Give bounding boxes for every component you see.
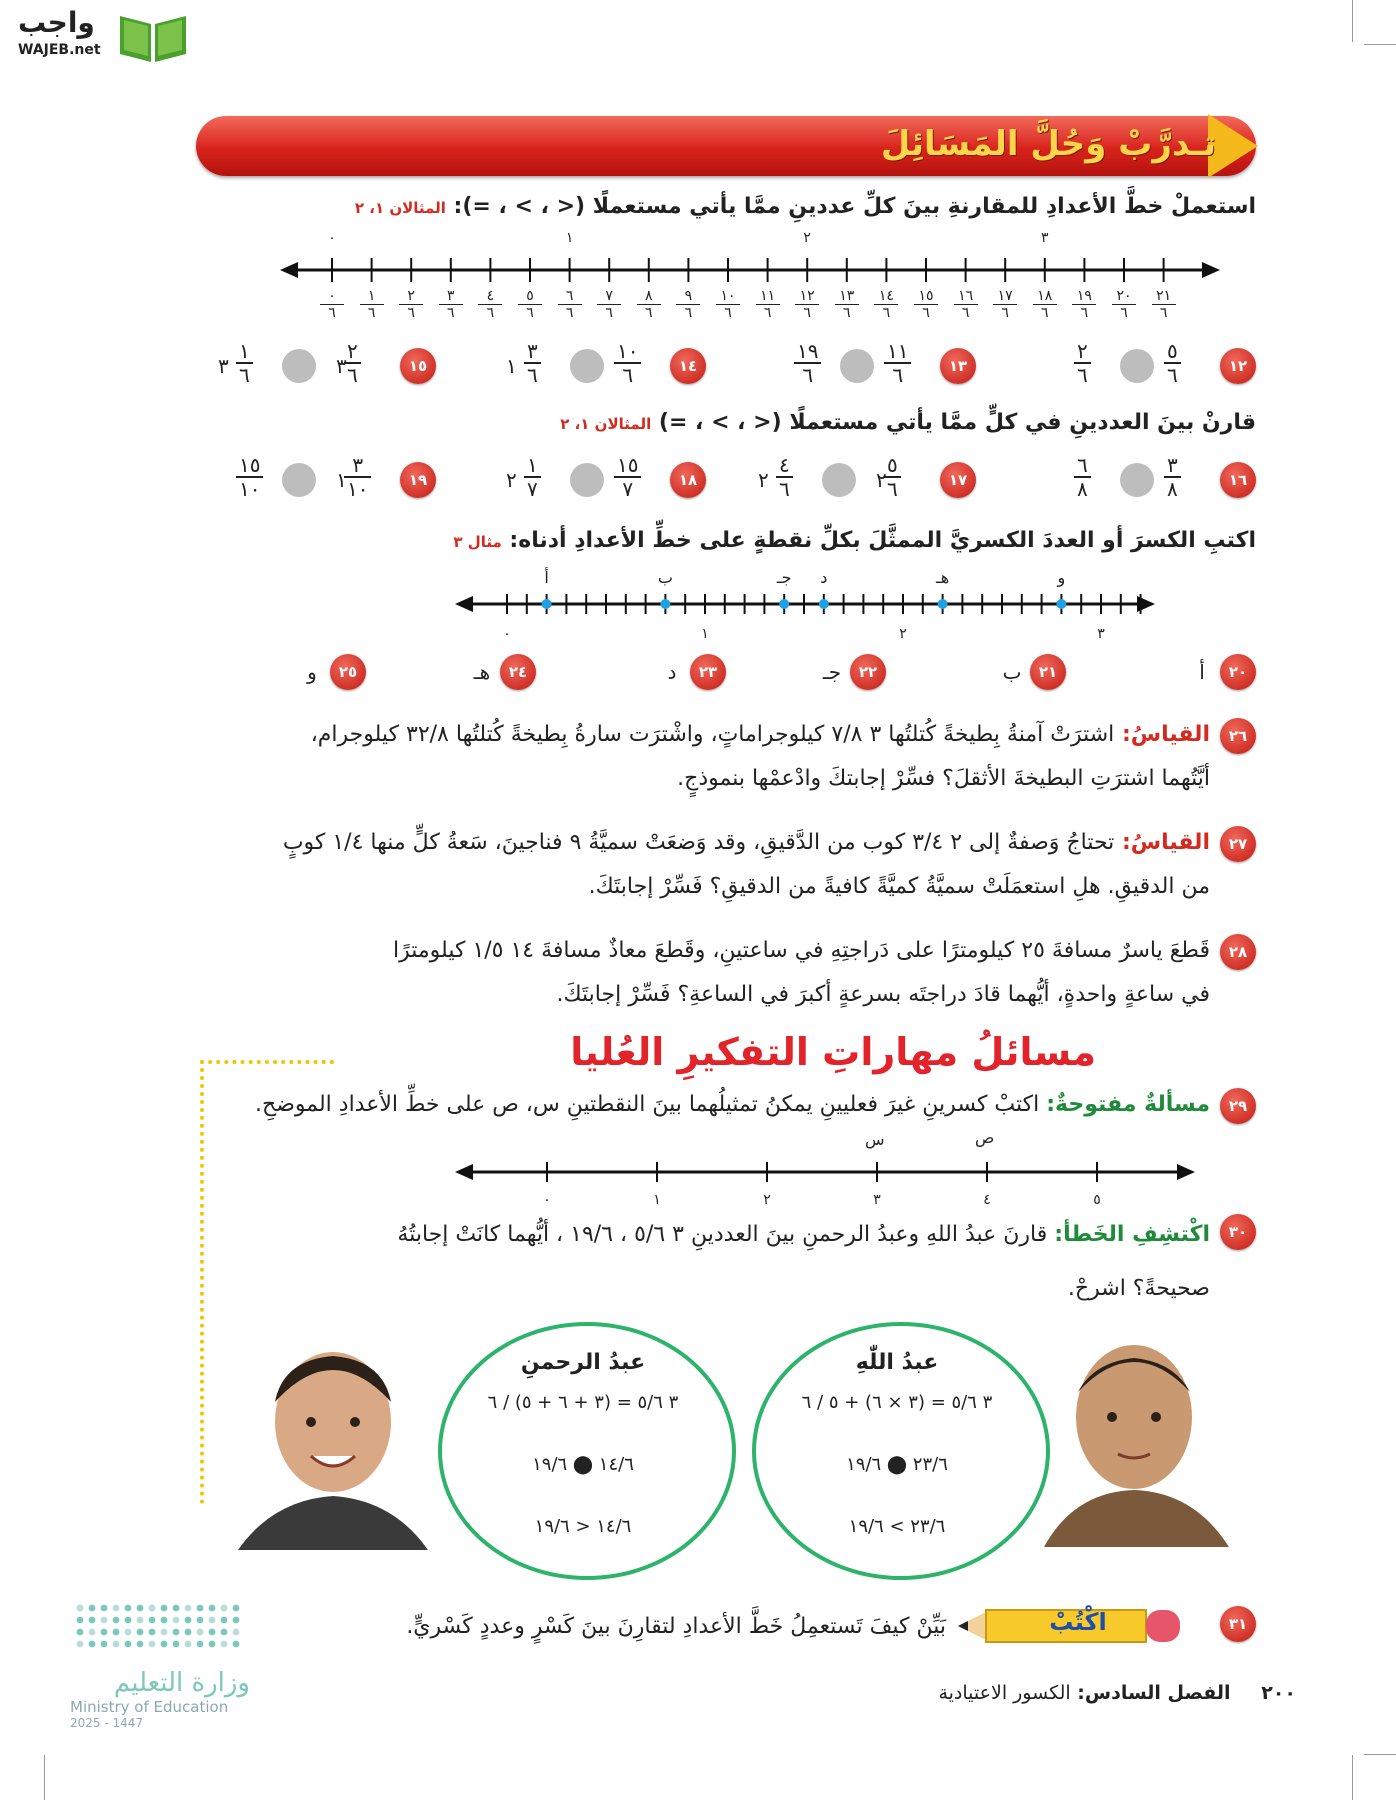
ministry-dot [233,1617,240,1624]
tick-numerator: ٢٠ [1116,288,1132,304]
ministry-dot [89,1605,96,1612]
row3-number-4: ٢٤ [500,654,536,690]
comparison-circle [282,349,316,383]
tick-fraction-label [676,288,700,321]
row3-label-5: و [307,660,317,684]
row3-number-1: ٢١ [1030,654,1066,690]
section2-ref: المثالان ١، ٢ [560,415,652,433]
ministry-dot [221,1641,228,1648]
brand-logo [8,6,188,66]
tick-denominator: ٦ [803,305,811,321]
brand-name-ar: واجب [18,6,95,39]
denominator: ٦ [527,363,538,387]
tick-denominator: ٦ [684,305,693,321]
word-problem-line1-2 [393,930,1210,972]
bubble-abdulrahman-name: عبدُ الرحمنِ [520,1350,646,1375]
avatar-abdullah [1034,1322,1234,1547]
ministry-dot [113,1641,120,1648]
ministry-dot [221,1617,228,1624]
bubble-abdulrahman-comparison: ١٤/٦ ⬤ ١٩/٦ [532,1454,634,1475]
ministry-dot [233,1641,240,1648]
right-whole: ٢ [506,468,517,492]
left-fraction [614,454,641,500]
ministry-dot [221,1629,228,1636]
tick-denominator: ٦ [486,305,495,321]
tick-numerator: ٧ [605,288,613,304]
tick-denominator: ٦ [724,305,732,321]
left-fraction [344,454,371,500]
tick-denominator: ٦ [922,305,930,321]
ministry-name-ar: وزارة التعليم [113,1668,250,1698]
denominator: ٦ [887,477,898,501]
denominator: ٦ [892,363,904,387]
axis-label: ٢ [899,626,907,642]
denominator: ٦ [1077,363,1088,387]
numerator: ٣ [527,339,538,363]
ministry-dot [137,1617,144,1624]
section1-ref: المثالان ١، ٢ [354,199,446,217]
ministry-dot [173,1641,180,1648]
ministry-dot [113,1605,120,1612]
tick-numerator: ١١ [760,288,776,304]
left-whole: ٢ [876,468,887,492]
tick-denominator: ٦ [1159,305,1168,321]
axis-arrow-left-icon [455,596,473,612]
major-tick-label: ٠ [328,230,336,246]
tick-fraction-label [558,288,582,321]
tick-numerator: ٦ [565,288,574,304]
axis-label: ٤ [983,1192,991,1208]
ministry-dot [161,1617,168,1624]
ministry-dot [125,1629,132,1636]
brand-name-en: WAJEB.net [18,42,101,58]
problem-30-text: قارنَ عبدُ اللهِ وعبدُ الرحمنِ بينَ العددينِ ٣ ٥/٦ ، ١٩/٦ ، أيُّهما كانَتْ إجابتُهُ [397,1222,1048,1247]
ministry-dot [197,1605,204,1612]
right-fraction [236,340,253,386]
word-problem-term: القياسُ: [1114,722,1210,747]
ministry-dot [77,1641,84,1648]
tick-fraction-label [1152,288,1176,321]
ministry-dot [185,1605,192,1612]
ministry-dot [125,1641,132,1648]
point-marker [542,599,552,609]
problem-30-line1 [397,1214,1210,1256]
tick-numerator: ١٩ [1076,288,1092,304]
bubble-abdullah-name: عبدُ اللّٰهِ [855,1350,939,1375]
row1-number-1: ١٣ [940,348,976,384]
row3-number-0: ٢٠ [1220,654,1256,690]
section3-instruction-text: اكتبِ الكسرَ أو العددَ الكسريَّ الممثَّلَ بكلِّ نقطةٍ على خطِّ الأعدادِ أدناه: [509,528,1256,553]
tick-numerator: ١ [367,288,376,304]
banner-title: تـدرَّبْ وَحُلَّ المَسَائِلَ [880,124,1216,164]
right-whole: ٣ [218,354,229,378]
tick-denominator: ٦ [1041,305,1049,321]
comparison-circle [1120,349,1154,383]
comparison-circle [282,463,316,497]
section2-instruction [560,410,1256,435]
numerator: ٣ [1167,453,1178,477]
numerator: ٥ [887,453,898,477]
problem-29-term: مسألةٌ مفتوحةٌ: [1046,1092,1210,1117]
axis-arrow-left-icon [280,262,298,278]
right-fraction [524,340,541,386]
tick-denominator: ٦ [1001,305,1009,321]
row3-label-4: هـ [473,660,491,684]
word-problem-line2-1: من الدقيقِ. هلِ استعمَلَتْ سميَّةُ كميَّةً كافيةً من الدقيقِ؟ فَسِّرْ إجابتَكَ. [588,874,1210,899]
numerator: ١ [527,453,538,477]
ministry-dot [101,1629,108,1636]
word-problem-line1-1 [283,822,1210,864]
book-logo-icon [118,6,188,64]
tick-fraction-label [597,288,621,321]
tick-denominator: ٦ [328,305,336,321]
row3-label-2: جـ [822,660,842,684]
axis-label: ٥ [1093,1192,1101,1208]
right-whole: ١ [506,354,517,378]
tick-numerator: ٩ [684,288,693,304]
problem-number-31: ٣١ [1220,1606,1256,1642]
tick-fraction-label [756,288,780,321]
ministry-dot [89,1629,96,1636]
denominator: ٦ [1167,363,1178,387]
word-problem-number-2: ٢٨ [1220,934,1256,970]
row2-number-2: ١٨ [670,462,706,498]
right-fraction [776,454,793,500]
tick-denominator: ٦ [882,305,891,321]
tick-denominator: ٦ [763,305,772,321]
tick-denominator: ٦ [605,305,613,321]
tick-fraction-label [993,288,1017,321]
numerator: ١٩ [797,339,819,363]
ministry-dot [149,1605,156,1612]
comparison-circle [822,463,856,497]
hots-title: مسائلُ مهاراتِ التفكيرِ العُليا [570,1030,1096,1074]
tick-fraction-label [835,288,859,321]
denominator: ٧ [527,477,538,501]
row3-label-1: ب [1002,660,1022,684]
ministry-dot [77,1617,84,1624]
point-label-2: جـ [776,568,792,587]
ministry-dot [137,1605,144,1612]
tick-numerator: ٨ [645,288,653,304]
tick-numerator: ٤ [486,288,495,304]
section3-ref: مثال ٣ [453,533,502,551]
denominator: ١٠ [239,477,261,501]
denominator: ٨ [1077,477,1088,501]
axis-arrow-right-icon [1202,262,1220,278]
tick-fraction-label [399,288,423,321]
bubble-abdullah-result: ٢٣/٦ > ١٩/٦ [848,1516,946,1537]
left-fraction [1164,454,1181,500]
problem-number-30: ٣٠ [1220,1214,1256,1250]
write-badge-label: اكْتُبْ [1049,1608,1107,1636]
axis-label: ٢ [763,1192,771,1208]
ministry-dot [101,1605,108,1612]
left-fraction [1164,340,1181,386]
ministry-dot [197,1629,204,1636]
numerator: ٥ [1167,339,1178,363]
right-fraction [1074,340,1091,386]
ministry-dot [77,1605,84,1612]
ministry-dot [173,1617,180,1624]
point-label-p: ص [975,1128,995,1147]
word-problem-line2-0: أيَّتُهما اشترَتِ البطيخةَ الأثقلَ؟ فسِّرْ إجابتكَ وادْعمْها بنموذجٍ. [677,766,1210,791]
point-label-s: س [865,1130,885,1149]
ministry-dot [161,1605,168,1612]
denominator: ٧ [622,477,634,501]
ministry-dot [233,1629,240,1636]
bubble-abdullah-comparison: ٢٣/٦ ⬤ ١٩/٦ [846,1454,948,1475]
denominator: ٦ [802,363,814,387]
tick-fraction-label [716,288,740,321]
ministry-dot [89,1617,96,1624]
ministry-dot [89,1641,96,1648]
numerator: ١١ [887,339,909,363]
axis-label: ١ [653,1192,661,1208]
ministry-dot [101,1641,108,1648]
tick-denominator: ٦ [367,305,376,321]
tick-denominator: ٦ [447,305,455,321]
tick-fraction-label [795,288,819,321]
axis-arrow-right-icon [1177,1164,1195,1180]
ministry-dot [77,1629,84,1636]
tick-numerator: ١٢ [799,288,815,304]
major-tick-label: ٣ [1041,230,1049,246]
ministry-dot [113,1617,120,1624]
ministry-dot [161,1641,168,1648]
ministry-dot [209,1629,216,1636]
denominator: ٦ [622,363,634,387]
tick-denominator: ٦ [1120,305,1128,321]
point-marker [660,599,670,609]
major-tick-label: ٢ [803,230,811,246]
ministry-dot [209,1605,216,1612]
section1-instruction-text: استعملْ خطَّ الأعدادِ للمقارنةِ بينَ كلِّ عددينِ ممَّا يأتي مستعملًا (< ، > ، =): [453,194,1256,219]
ministry-dot [185,1641,192,1648]
problem-number-29: ٢٩ [1220,1088,1256,1124]
tick-numerator: ١٥ [918,288,934,304]
point-label-5: و [1057,568,1066,587]
right-fraction [524,454,541,500]
section2-instruction-text: قارنْ بينَ العددينِ في كلٍّ ممَّا يأتي مستعملًا (< ، > ، =) [658,410,1256,435]
point-marker [1056,599,1066,609]
row1-number-0: ١٢ [1220,348,1256,384]
word-problem-line1-0 [311,714,1210,756]
denominator: ٨ [1167,477,1178,501]
tick-numerator: ١٨ [1037,288,1053,304]
numerator: ٦ [1077,453,1088,477]
tick-fraction-label [1033,288,1057,321]
word-problem-text: اشترَتْ آمنةُ بِطيخةً كُتلتُها ٣ ٧/٨ كيلوجراماتٍ، واشْترَت سارةُ بِطيخةً كُتلتُها ٣٢/٨ كيلوجرام، [310,722,1115,747]
ministry-name-en: Ministry of Education [70,1698,229,1716]
word-problem-number-0: ٢٦ [1220,718,1256,754]
tick-numerator: ١٦ [958,288,974,304]
ministry-dot [209,1617,216,1624]
axis-label: ٠ [543,1192,551,1208]
tick-numerator: ٥ [526,288,534,304]
bubble-abdulrahman-result: ١٤/٦ < ١٩/٦ [534,1516,632,1537]
problem-31-text: بَيِّنْ كيفَ تَستعمِلُ خَطَّ الأعدادِ لتقارِنَ بينَ كَسْرٍ وعددٍ كَسْريٍّ. [406,1614,946,1639]
tick-numerator: ٢١ [1156,288,1172,304]
ministry-dot [149,1629,156,1636]
numerator: ١ [239,339,250,363]
major-tick-label: ١ [565,230,574,246]
row2-number-0: ١٦ [1220,462,1256,498]
ministry-dot [173,1629,180,1636]
row3-number-5: ٢٥ [330,654,366,690]
tick-denominator: ٦ [526,305,534,321]
tick-fraction-label [478,288,502,321]
number-line-points [455,570,1155,650]
comparison-circle [1120,463,1154,497]
ministry-dot [125,1605,132,1612]
chapter-title: الكسور الاعتيادية [938,1682,1071,1704]
ministry-dot [137,1629,144,1636]
row3-number-3: ٢٣ [690,654,726,690]
row3-label-0: أ [1199,660,1205,684]
axis-label: ٣ [873,1192,881,1208]
tick-numerator: ١٧ [997,288,1013,304]
left-whole: ١ [336,468,347,492]
ministry-logo [70,1600,250,1730]
ministry-dot [173,1605,180,1612]
ministry-dot [185,1617,192,1624]
section3-instruction [453,528,1256,553]
numerator: ٢ [1077,339,1088,363]
row3-number-2: ٢٢ [850,654,886,690]
numerator: ٤ [779,453,790,477]
point-label-0: أ [544,568,549,587]
ministry-dot [113,1629,120,1636]
page-footer [938,1682,1296,1704]
tick-numerator: ٣ [447,288,455,304]
page-number: ٢٠٠ [1261,1682,1296,1704]
numerator: ١٥ [239,453,261,477]
comparison-circle [840,349,874,383]
problem-30-line2: صحيحةً؟ اشرحْ. [1067,1276,1210,1301]
word-problem-term: القياسُ: [1114,830,1210,855]
right-fraction [1074,454,1091,500]
numerator: ٢ [347,339,358,363]
tick-fraction-label [637,288,661,321]
point-label-3: د [820,568,828,587]
ministry-year: 2025 - 1447 [70,1716,144,1730]
tick-numerator: ١٠ [720,288,736,304]
point-marker [938,599,948,609]
row3-label-3: د [667,660,677,684]
write-badge [958,1604,1182,1648]
ministry-dot [233,1605,240,1612]
tick-numerator: ١٣ [839,288,855,304]
tick-fraction-label [360,288,384,321]
numerator: ٣ [352,453,364,477]
problem-29-text: اكتبْ كسرينِ غيرَ فعليينِ يمكنُ تمثيلُهما بينَ النقطتينِ س، ص على خطِّ الأعدادِ الموضحِ. [255,1092,1040,1117]
right-fraction [236,454,263,500]
denominator: ١٠ [347,477,369,501]
tick-numerator: ٢ [407,288,415,304]
ministry-dot [197,1617,204,1624]
tick-denominator: ٦ [407,305,415,321]
tick-denominator: ٦ [1080,305,1089,321]
axis-label: ٠ [503,626,511,642]
denominator: ٦ [347,363,358,387]
bubble-abdulrahman-equation: ٣ ٥/٦ = (٣ + ٦ + ٥) / ٦ [487,1392,679,1413]
word-problem-text: تحتاجُ وَصفةٌ إلى ٢ ٣/٤ كوب من الدَّقيقِ، وقد وَضعَتْ سميَّةُ ٩ فناجينَ، سَعةُ كلٍّ منها ١/٤ كوبٍ [282,830,1115,855]
tick-denominator: ٦ [843,305,851,321]
ministry-dot [149,1617,156,1624]
tick-denominator: ٦ [961,305,970,321]
tick-denominator: ٦ [565,305,574,321]
tick-fraction-label [320,288,344,321]
numerator: ١٠ [617,339,639,363]
chapter-label: الفصل السادس: [1077,1682,1231,1704]
ministry-dot [197,1641,204,1648]
tick-fraction-label [874,288,898,321]
word-problem-number-1: ٢٧ [1220,826,1256,862]
row2-number-1: ١٧ [940,462,976,498]
left-fraction [614,340,641,386]
tick-fraction-label [914,288,938,321]
tick-numerator: ١٤ [878,288,894,304]
right-fraction [794,340,821,386]
tick-denominator: ٦ [645,305,653,321]
bubble-abdullah-equation: ٣ ٥/٦ = (٣ × ٦) + ٥ / ٦ [801,1392,993,1413]
problem-30-term: اكْتشِفِ الخَطأ: [1054,1222,1210,1247]
word-problem-line2-2: في ساعةٍ واحدةٍ، أيُّهما قادَ دراجتَه بسرعةٍ أكبرَ في الساعةِ؟ فَسِّرْ إجابتَكَ. [556,982,1210,1007]
axis-arrow-left-icon [455,1164,473,1180]
tick-fraction-label [1072,288,1096,321]
left-whole: ٣ [336,354,347,378]
axis-label: ١ [701,626,709,642]
point-label-4: هـ [936,568,950,587]
number-line-s-p [455,1150,1195,1220]
ministry-dot [101,1617,108,1624]
ministry-dot [149,1641,156,1648]
problem-29 [255,1084,1210,1126]
left-fraction [884,340,911,386]
ministry-dots-icon [70,1600,250,1660]
point-label-1: ب [657,568,673,587]
ministry-dot [125,1617,132,1624]
row1-number-3: ١٥ [400,348,436,384]
row2-number-3: ١٩ [400,462,436,498]
section1-instruction [355,194,1256,219]
denominator: ٦ [239,363,250,387]
avatar-abdulrahman [233,1330,433,1550]
denominator: ٦ [779,477,790,501]
ministry-dot [161,1629,168,1636]
row1-number-2: ١٤ [670,348,706,384]
word-problem-text: قَطعَ ياسرٌ مسافةَ ٢٥ كيلومترًا على دَراجتِهِ في ساعتينِ، وقَطعَ معاذٌ مسافةَ ١٤ ١/٥ كيلومترًا [393,938,1210,963]
tick-numerator: ٠ [328,288,336,304]
axis-label: ٣ [1097,626,1105,642]
ministry-dot [137,1641,144,1648]
ministry-dot [209,1641,216,1648]
ministry-dot [185,1629,192,1636]
point-marker [819,599,829,609]
comparison-circle [570,349,604,383]
tick-fraction-label [439,288,463,321]
numerator: ١٥ [617,453,639,477]
point-marker [779,599,789,609]
ministry-dot [221,1605,228,1612]
comparison-circle [570,463,604,497]
tick-fraction-label [518,288,542,321]
right-whole: ٢ [758,468,769,492]
tick-fraction-label [1112,288,1136,321]
tick-fraction-label [954,288,978,321]
